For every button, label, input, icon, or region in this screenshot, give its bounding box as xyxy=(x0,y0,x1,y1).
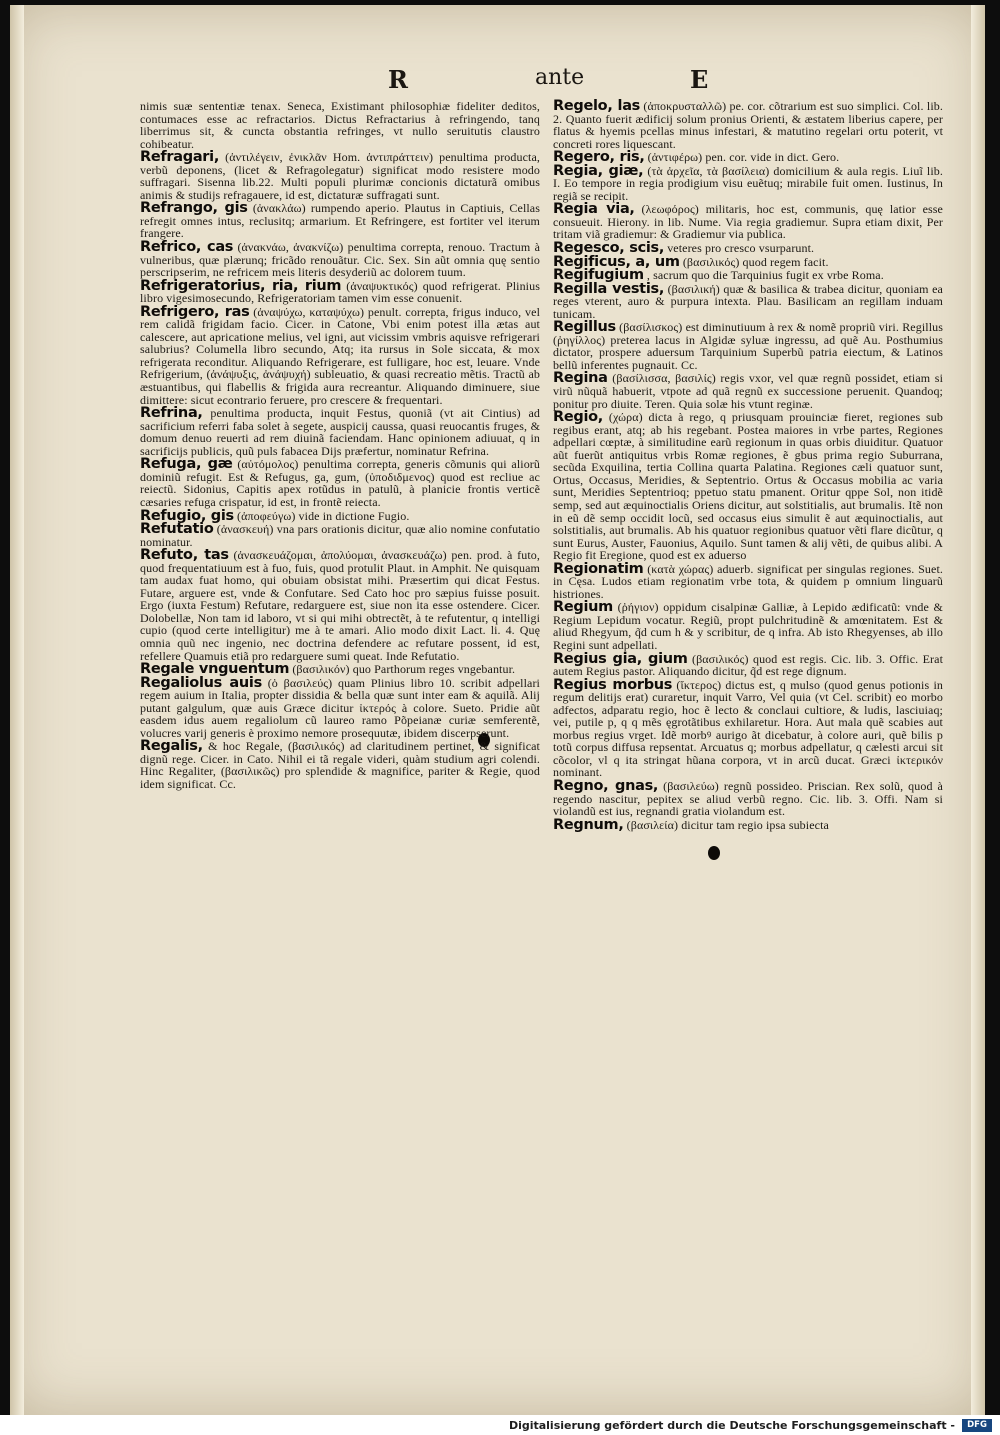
entry-text: (βασιλικός) quod regem facit. xyxy=(682,254,829,269)
dictionary-entry xyxy=(140,202,540,240)
dictionary-entry xyxy=(553,411,943,562)
entry-text: (τὰ ἀρχεῖα, τὰ βασίλεια) domicilium & aula regis. Liuĩ lib. I. Eo tempore in regia prodigium visu euẽtuq; mirabile fuit omen. Iustinus, In regiã se recipit. xyxy=(553,163,943,203)
entry-headword: Regina xyxy=(553,370,608,387)
entry-text: (λεωφόρος) militaris, hoc est, communis, quę latior esse consueuit. Hierony. in lib. Nume. Via regia gradiemur. Supra etiam dixit, Per tritam viã gradiemur: & Gradiemur via publica. xyxy=(553,202,943,242)
dictionary-entry xyxy=(140,549,540,662)
entry-headword: Regaliolus auis xyxy=(140,674,262,691)
entry-headword: Refrigero, ras xyxy=(140,303,250,320)
dictionary-entry xyxy=(553,601,943,651)
dictionary-entry xyxy=(553,100,943,150)
dictionary-entry xyxy=(140,407,540,457)
entry-text: (ἀντιλέγειν, ἐνικλᾶν Hom. ἀντιπράττειν) penultima producta, verbũ deponens, (licet & Refragolegatur) significat modo resistere modo suffragari. Sisenna lib.22. Multi populi plurimæ concionis dictaturã omibus animis & studijs refragauere, id est, dictaturæ suffragati sunt. xyxy=(140,150,540,202)
dictionary-entry xyxy=(140,241,540,279)
left-column xyxy=(140,100,540,792)
entry-headword: Refutatio xyxy=(140,521,214,538)
entry-text: penultima producta, inquit Festus, quoniã (vt ait Cintius) ad sacrificium referri faba solet à segete, auspicij caussa, quasi reuocantis fruges, & domum denuo reuerti ad rem diuinã faciendam. Hanc opinionem adiuuat, q in sacrificijs publicis, quũ puls fabacea Dijs præfertur, nominatur Refrina. xyxy=(140,406,540,458)
entry-headword: Regnum, xyxy=(553,816,624,833)
entry-text: (ἀνακλάω) rumpendo aperio. Plautus in Captiuis, Cellas refregit omnes intus, reclusitq; armarium. Et Refringere, est fortiter vel iterum frangere. xyxy=(140,201,541,241)
dictionary-entry xyxy=(140,303,541,407)
entry-text: (βασιλικόν) quo Parthorum reges vngebantur. xyxy=(292,662,516,677)
entry-text: (ἀποφεύγω) vide in dictione Fugio. xyxy=(237,508,410,523)
dictionary-entry xyxy=(553,162,943,203)
entry-headword: Regero, ris, xyxy=(553,149,645,166)
entry-text: (αὐτόμολος) penultima correpta, generis cõmunis qui aliorũ dominiũ refugit. Est & Refugus, ga, gum, (ὑποδιδμενος) quod est recliue ac reiectũ. Sidonius, Capitis apex rotũdus in patulũ, à planicie frontis verticẽ cæsaries refuga crispatur, id est, in frontẽ reiecta. xyxy=(140,457,540,509)
dictionary-entry xyxy=(553,560,943,601)
dictionary-entry xyxy=(140,458,540,508)
footer-credit: Digitalisierung gefördert durch die Deutsche Forschungsgemeinschaft - xyxy=(508,1419,955,1432)
entry-headword: Refrango, gis xyxy=(140,200,248,217)
entry-text: (ῥήγιον) oppidum cisalpinæ Galliæ, à Lepido ædificatũ: vnde & Regium Lepidum vocatur. Regiũ, propt pulchritudinẽ & amœnitatem. Est & aliud Rhegyum, q̃d cum h & y scribitur, de q infra. Ab isto Rhegyenses, ab illo Regini sunt adpellati. xyxy=(553,600,943,652)
entry-headword: Regio, xyxy=(553,409,604,426)
header-center-word: ante xyxy=(535,65,585,90)
entry-text: (βασίλισσα, βασιλίς) regis vxor, vel quæ regnũ possidet, etiam si virũ nũquã habuerit, vtpote ad quã regnũ ex successione peruenit. Quandoq; ponitur pro diuite. Teren. Quia solæ his vtunt reginæ. xyxy=(553,371,943,411)
right-column xyxy=(553,100,943,832)
entry-headword: Regale vnguentum xyxy=(140,661,290,678)
dictionary-entry xyxy=(140,523,540,548)
entry-text: (ἴκτερος) dictus est, q mulso (quod genus potionis in regum delitijs erat) curaretur, inquit Varro, Vel quia (vt Cel. scribit) eo morbo adfectos, adparatu regio, hoc ẽ lecto & conclaui cultiore, & ludis, lasciuiaq; vei, putile p, q q mẽs ęgrotãtibus exhilaretur. Hora. Aut mala quẽ scabies aut morbus regius vrget. Idẽ morbꝰ aurigo ãt dicebatur, à colore auri, quẽ bilis p totũ corpus diffusa repsentat. Arcuatus q; morbus adpellatur, q cælesti arcui sit cõcolor, vl q ita stringat hũana corpora, vt in arcũ ducat. Græci ἰκτερικόν nominant. xyxy=(553,677,944,780)
entry-text: (ὁ βασιλεύς) quam Plinius libro 10. scribit adpellari regem auium in Italia, propter dissidia & bella quæ sunt inter eam & aquilã. Alij putant galgulum, quæ auis Græce dicitur ἰκτερός à colore. Sueto. Pridie aũt easdem idus auem regaliolum cũ laureo ramo Põpeianæ curiæ semferentẽ, volucres varij generis è proximo nemore prosequutæ, ibidem discerpserunt. xyxy=(140,675,540,740)
dictionary-entry xyxy=(553,372,943,410)
entry-text: (βασιλεύω) regnũ possideo. Priscian. Rex solũ, quod à regendo nascitur, pepitex se aliud verbũ regno. Cic. lib. 3. Offi. Nam si violandũ est ius, regnandi gratia violandum est. xyxy=(553,778,943,819)
dictionary-entry xyxy=(553,280,943,321)
entry-text: (ἀνακνάω, ἀνακνίζω) penultima correpta, renouo. Tractum à vulneribus, quæ plærunq; fricãdo renouãtur. Cic. Sex. Sin aũt omnia quę sentio perscripserim, ne refricem meis literis desyderiũ ac dolorem tuum. xyxy=(140,240,540,280)
entry-headword: Regillus xyxy=(553,319,616,336)
entry-headword: Regilla vestis, xyxy=(553,280,665,297)
entry-text: (ἀποκρυσταλλῶ) pe. cor. cõtrarium est suo simplici. Col. lib. 2. Quanto fuerit ædificij solum pronius Orienti, & æstatem liberius capere, per flatus & hyemis pcellas minus infestari, & matutino regelari ortu poterit, vt concreti rores liquescant. xyxy=(553,99,943,151)
dictionary-entry xyxy=(553,203,943,241)
entry-headword: Regius morbus xyxy=(553,676,673,693)
entry-text: (ἀνασκευάζομαι, ἀπολύομαι, ἀνασκευάζω) pen. prod. à futo, quod frequentatiuum est à fuo, fuis, quod protulit Plaut. in Amphit. Ne quisquam tam audax fuat homo, qui obuiam obsistat mihi. Præsertim qui dicat Festus. Futare, arguere est, vnde & Confutare. Sed Cato hoc pro sæpius fuisse posuit. Ergo (iuxta Festum) Refutare, redarguere est, siue non ita esse ostendere. Cicer. Dolobellæ, Non tam id laboro, vt si qui mihi obtrectẽt, à te refutentur, q intelligi cupio (quod certe intelligitur) me à te amari. Alio modo dixit Lact. li. 4. Quę omnia quũ nec ingenio, nec doctrina defendere ac refutare possent, id est, refellere Quamuis etiã pro redarguere sumi queat. Inde Refutatio. xyxy=(140,548,540,663)
entry-text: veteres pro cresco vsurparunt. xyxy=(667,241,815,256)
dictionary-entry xyxy=(140,151,540,201)
entry-text: (χώρα) dicta à rego, q priusquam prouinciæ fieret, regiones sub regibus erant, atq; ab his regebant. Postea maiores in vrbe partes, Regiones adpellari cœptæ, à similitudine earũ regionum in quas orbis diuiditur. Quatuor aũt fuerũt antiquitus vrbis Romæ regiones, ẽ gbus prima regio Suburrana, secũda Exquilina, tertia Collina quarta Palatina. Regiones cæli quatuor sunt, Ortus, Occasus, Meridies, & Septentrio. Ortus & Occasus mobilia ac varia sunt, Meridies Septentrioq; ppetuo statu pmanent. Oritur qppe Sol, non itidẽ semp, sed aut æquinoctialis Oriens dicitur, aut solstitialis, aut brumalis. Itẽ non in eũ dẽ semp occidit locũ, sed occasus eius simulit ẽ aut æquinoctialis, aut solstitialis, aut brumalis. Ab his quatuor regionibus quatuor vẽti flare dicũtur, q sunt Eurus, Auster, Fauonius, Aquilo. Sunt tamen & alij vẽti, de quibus alibi. A Regio fit Eregione, quod est ex aduerso xyxy=(553,410,943,563)
entry-headword: Regia, giæ, xyxy=(553,162,644,179)
entry-headword: Regionatim xyxy=(553,560,644,577)
entry-headword: Regno, gnas, xyxy=(553,777,659,794)
dictionary-entry xyxy=(553,816,943,833)
entry-text: (ἀνασκευή) vna pars orationis dicitur, quæ alio nomine confutatio nominatur. xyxy=(140,522,540,549)
entry-text: (ἀναψύχω, καταψύχω) penult. correpta, frigus induco, vel rem calidã frigidam facio. Cicer. in Catone, Vbi enim potest illa ætas aut calescere, aut apricatione melius, vel igni, aut vicissim vmbris aquisve refrigerari salubrius? Columella libro secundo, Atq; ita rursus in Sole siccata, & mox refrigerata reconditur. Aliquando Refrigerare, est fulligare, hoc est, leuare. Vnde Refrigerium, (ἀνάψυξις, ἀνάψυχή) subleuatio, & quasi recreatio mẽtis. Tractũ ab æstuantibus, qui flabellis & frigida aura recreantur. Aliquando diminuere, siue dimittere: sicut econtrario feruere, pro crescere & frequentari. xyxy=(140,304,541,407)
dictionary-entry xyxy=(140,277,540,306)
entry-text: (κατὰ χώρας) aduerb. significat per singulas regiones. Suet. in Cęsa. Ludos etiam regionatim vrbe tota, & quidem p omnium linguarũ histriones. xyxy=(553,561,943,601)
entry-headword: Regesco, scis, xyxy=(553,240,665,257)
header-right-letter: E xyxy=(690,65,709,94)
entry-text: (βασιλεία) dicitur tam regio ipsa subiecta xyxy=(626,817,829,832)
entry-headword: Regelo, las xyxy=(553,98,641,114)
dictionary-entry xyxy=(140,100,540,150)
page-edge-right xyxy=(971,5,985,1415)
entry-text: (ἀναψυκτικός) quod refrigerat. Plinius libro vigesimosecundo, Refrigeratoriam tamen vim esse conuenit. xyxy=(140,278,540,306)
entry-headword: Regalis, xyxy=(140,738,203,755)
entry-headword: Regia via, xyxy=(553,201,635,218)
dfg-logo: DFG xyxy=(962,1419,992,1432)
dictionary-entry xyxy=(553,650,944,679)
entry-headword: Regificus, a, um xyxy=(553,253,680,270)
entry-text: , sacrum quo die Tarquinius fugit ex vrbe Roma. xyxy=(646,268,884,283)
footer-bar xyxy=(0,1415,1000,1435)
header-left-letter: R xyxy=(388,65,408,94)
entry-headword: Regius gia, gium xyxy=(553,650,688,667)
page-edge-left xyxy=(10,5,24,1415)
entry-headword: Regifugium xyxy=(553,267,644,284)
entry-headword: Refugio, gis xyxy=(140,507,234,524)
entry-text: (βασιλικός) quod est regis. Cic. lib. 3. Offic. Erat autem Regius pastor. Aliquando dicitur, q̃d est rege dignum. xyxy=(553,651,944,679)
entry-headword: Regium xyxy=(553,599,613,616)
dictionary-entry xyxy=(140,674,540,740)
entry-headword: Refrigeratorius, ria, rium xyxy=(140,277,342,294)
entry-text: nimis suæ sententiæ tenax. Seneca, Existimant philosophiæ fideliter deditos, contumaces esse ac refractarios. Dictus Refractarius à refringendo, tanq liberrimus sit, & cuncta obstantia refringes, vt nullo seruitutis claustro cohibeatur. xyxy=(140,99,540,151)
ink-blot xyxy=(708,846,720,860)
dictionary-entry xyxy=(553,321,943,371)
dictionary-entry xyxy=(140,740,540,790)
entry-text: (βασίλισκος) est diminutiuum à rex & nomẽ propriũ viri. Regillus (ῥηγίλλος) preterea lacus in Algidæ syluæ ingressu, ad quẽ Au. Posthumius dictator, prospere aduersum Tarquinium Superbũ patria eiectum, & Latinos bellũ inferentes pugnauit. Cc. xyxy=(553,320,943,372)
entry-text: (βασιλική) quæ & basilica & trabea dicitur, quoniam ea reges vterent, auro & purpura intexta. Plau. Basilicam an regillam induam tunicam. xyxy=(553,281,943,321)
entry-text: (ἀντιφέρω) pen. cor. vide in dict. Gero. xyxy=(647,150,840,165)
entry-text: & hoc Regale, (βασιλικός) ad claritudinem pertinet, & significat dignũ rege. Cicer. in Cato. Nihil ei tã regale videri, quàm studium agri colendi. Hinc Regaliter, (βασιλικῶς) pro splendide & magnifice, pariter & Regie, quod idem significat. Cc. xyxy=(140,739,540,791)
entry-headword: Refrina, xyxy=(140,405,203,422)
entry-headword: Refuga, gæ xyxy=(140,456,233,473)
entry-headword: Refuto, tas xyxy=(140,547,229,564)
dictionary-entry xyxy=(553,777,943,819)
entry-headword: Refragari, xyxy=(140,149,220,166)
dictionary-entry xyxy=(553,676,944,780)
entry-headword: Refrico, cas xyxy=(140,239,234,256)
